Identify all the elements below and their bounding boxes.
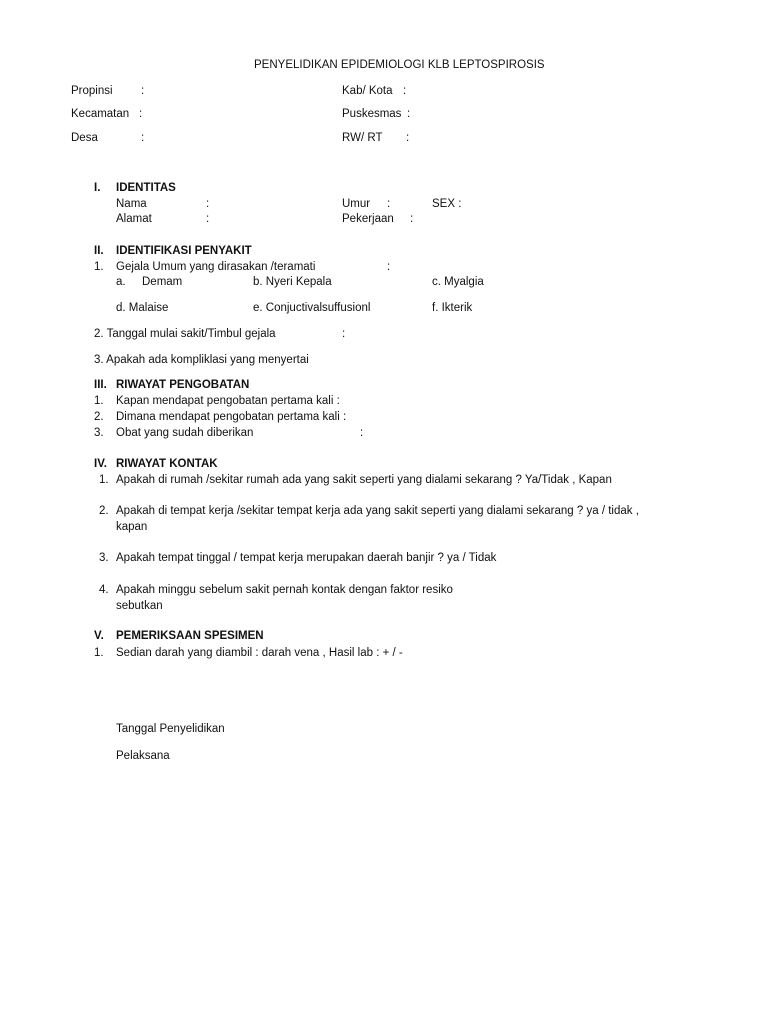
kab-kota-label: Kab/ Kota [342,85,393,97]
pengobatan-item-number: 1. [94,395,104,407]
kontak-q4-number: 4. [99,584,109,596]
pengobatan-item-label: Obat yang sudah diberikan [116,427,254,439]
kontak-q1-text: Apakah di rumah /sekitar rumah ada yang sakit seperti yang dialami sekarang ? Ya/Tidak , Kapan [116,474,612,486]
gejala-label: Gejala Umum yang dirasakan /teramati [116,261,316,273]
option-a-label: Demam [142,276,183,288]
kontak-q4-text: Apakah minggu sebelum sakit pernah kontak dengan faktor resiko [116,584,453,596]
pekerjaan-colon: : [410,213,414,225]
section-1-title: IDENTITAS [116,182,176,194]
pengobatan-item-label: Dimana mendapat pengobatan pertama kali : [116,411,347,423]
alamat-label: Alamat [116,213,152,225]
propinsi-colon: : [141,85,145,97]
kontak-q2-text: Apakah di tempat kerja /sekitar tempat kerja ada yang sakit seperti yang dialami sekarang ? ya / tidak , [116,505,639,517]
section-4-title: RIWAYAT KONTAK [116,458,218,470]
nama-colon: : [206,198,210,210]
pengobatan-item-label: Kapan mendapat pengobatan pertama kali : [116,395,340,407]
tanggal-sakit-label: 2. Tanggal mulai sakit/Timbul gejala [94,328,276,340]
umur-label: Umur [342,198,371,210]
puskesmas-colon: : [407,108,411,120]
propinsi-label: Propinsi [71,85,113,97]
desa-label: Desa [71,132,98,144]
kontak-q1-number: 1. [99,474,109,486]
kecamatan-colon: : [139,108,143,120]
section-5-number: V. [94,630,104,642]
sex-label: SEX : [432,198,462,210]
umur-colon: : [387,198,391,210]
option-d-label: d. Malaise [116,302,169,314]
rw-rt-label: RW/ RT [342,132,383,144]
pelaksana-label: Pelaksana [116,750,170,762]
option-a-letter: a. [116,276,126,288]
section-4-number: IV. [94,458,108,470]
section-2-title: IDENTIFIKASI PENYAKIT [116,245,252,257]
spesimen-q1-text: Sedian darah yang diambil : darah vena , Hasil lab : + / - [116,647,403,659]
section-3-title: RIWAYAT PENGOBATAN [116,379,250,391]
kontak-q3-text: Apakah tempat tinggal / tempat kerja merupakan daerah banjir ? ya / Tidak [116,552,497,564]
pengobatan-item-number: 2. [94,411,104,423]
puskesmas-label: Puskesmas [342,108,402,120]
option-f-label: f. Ikterik [432,302,473,314]
pekerjaan-label: Pekerjaan [342,213,394,225]
komplikasi-label: 3. Apakah ada kompliklasi yang menyertai [94,354,309,366]
option-e-label: e. Conjuctivalsuffusionl [253,302,371,314]
kontak-q3-number: 3. [99,552,109,564]
pengobatan-item-number: 3. [94,427,104,439]
nama-label: Nama [116,198,147,210]
kontak-q2-number: 2. [99,505,109,517]
kontak-q4-text-continued: sebutkan [116,600,163,612]
tanggal-sakit-colon: : [342,328,346,340]
section-1-number: I. [94,182,101,194]
kontak-q2-text-continued: kapan [116,521,148,533]
section-2-number: II. [94,245,104,257]
section-3-number: III. [94,379,107,391]
gejala-colon: : [387,261,391,273]
section-5-title: PEMERIKSAAN SPESIMEN [116,630,264,642]
document-title: PENYELIDIKAN EPIDEMIOLOGI KLB LEPTOSPIROSIS [254,59,545,71]
obat-colon: : [360,427,364,439]
option-c-label: c. Myalgia [432,276,484,288]
alamat-colon: : [206,213,210,225]
kab-kota-colon: : [403,85,407,97]
tanggal-penyelidikan-label: Tanggal Penyelidikan [116,723,225,735]
desa-colon: : [141,132,145,144]
gejala-number: 1. [94,261,104,273]
spesimen-q1-number: 1. [94,647,104,659]
rw-rt-colon: : [406,132,410,144]
option-b-label: b. Nyeri Kepala [253,276,332,288]
kecamatan-label: Kecamatan [71,108,130,120]
